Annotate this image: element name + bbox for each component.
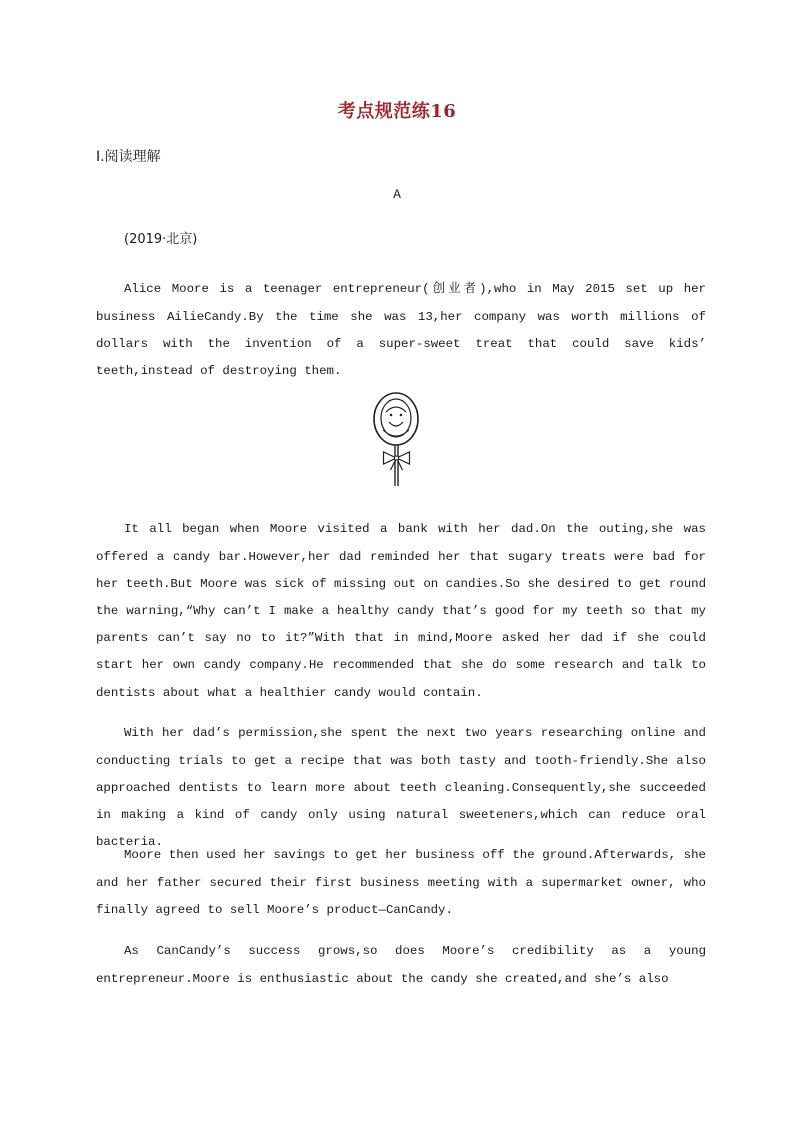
paragraph-1: Alice Moore is a teenager entrepreneur(创业者),who in May 2015 set up her business AilieCandy.By the time she was 13,her company was worth millions of dollars with the invention of a super-sweet treat that could save kids’ teeth,instead of destroying them. [96,282,706,378]
section-heading: Ⅰ.阅读理解 [96,149,161,165]
part-label: A [393,187,401,202]
paragraph-5: As CanCandy’s success grows,so does Moore’s credibility as a young entrepreneur.Moore is enthusiastic about the candy she created,and she’s also [96,944,706,986]
lollipop-icon [364,390,428,490]
paragraph-4: Moore then used her savings to get her business off the ground.Afterwards, she and her father secured their first business meeting with a supermarket owner, who finally agreed to sell Moore’s product—CanCandy. [96,848,706,917]
paragraph-3: With her dad’s permission,she spent the next two years researching online and conducting trials to get a recipe that was both tasty and tooth-friendly.She also approached dentists to learn more about teeth cleaning.Consequently,she succeeded in making a kind of candy only using natural sweeteners,which can reduce oral bacteria. [96,726,706,850]
source-note: (2019·北京) [124,232,198,247]
page-title: 考点规范练16 [337,101,457,122]
paragraph-2: It all began when Moore visited a bank with her dad.On the outing,she was offered a candy bar.However,her dad reminded her that sugary treats were bad for her teeth.But Moore was sick of missing out on candies.So she desired to get round the warning,“Why can’t I make a healthy candy that’s good for my teeth so that my parents can’t say no to it?”With that in mind,Moore asked her dad if she could start her own candy company.He recommended that she do some research and talk to dentists about what a healthier candy would contain. [96,522,706,700]
